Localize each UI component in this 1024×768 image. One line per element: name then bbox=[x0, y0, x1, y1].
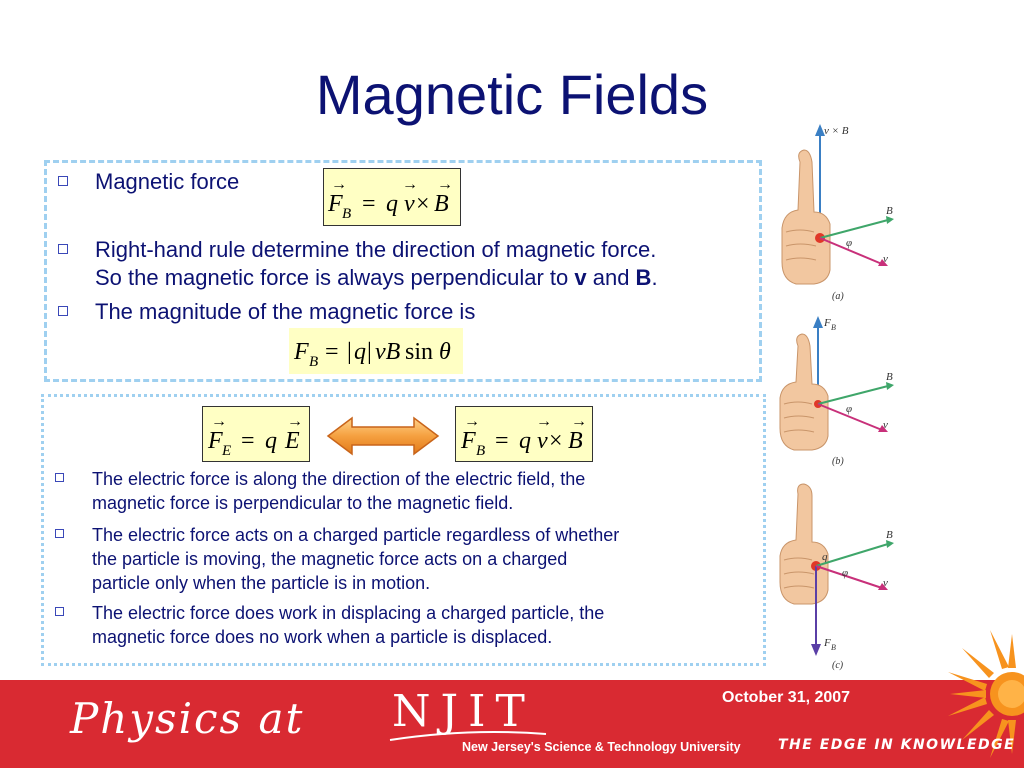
fb-arrowhead bbox=[813, 316, 823, 328]
eq-symbol-f: F bbox=[461, 428, 476, 454]
eq-abs-bar-left: | bbox=[347, 339, 352, 365]
label-f-sub: B bbox=[831, 323, 836, 332]
vector-arrow-v: → bbox=[536, 413, 552, 430]
njit-subtitle: New Jersey's Science & Technology University bbox=[462, 740, 741, 754]
eq-symbol-e: E bbox=[285, 428, 300, 454]
label-v: v bbox=[883, 577, 888, 589]
right-hand-figure-c bbox=[770, 480, 900, 674]
slide-date: October 31, 2007 bbox=[722, 689, 851, 706]
vector-arrow-f: → bbox=[211, 413, 227, 430]
label-b: B bbox=[886, 529, 893, 541]
eq-symbol-vb: vB bbox=[375, 339, 401, 365]
label-f-sub: B bbox=[831, 643, 836, 652]
bullet-right-hand-rule bbox=[95, 236, 760, 292]
label-phi: φ bbox=[846, 403, 853, 415]
bullet-direction-comparison bbox=[92, 467, 762, 515]
fb-down-arrowhead bbox=[811, 644, 821, 656]
eq-symbol-q: q bbox=[354, 339, 366, 365]
bullet-square-icon bbox=[55, 529, 64, 538]
double-arrow-icon bbox=[326, 416, 440, 456]
label-q: q bbox=[822, 551, 828, 563]
label-phi: φ bbox=[846, 237, 853, 249]
eq-cross: × bbox=[549, 428, 563, 454]
bullet-magnetic-force: Magnetic force bbox=[95, 169, 240, 194]
hand-shape bbox=[780, 334, 828, 450]
caption-c: (c) bbox=[832, 660, 844, 671]
vector-arrow-b: → bbox=[571, 413, 587, 430]
eq-sin: sin bbox=[405, 339, 434, 365]
symbol-v: v bbox=[574, 265, 587, 290]
slide-title: Magnetic Fields bbox=[315, 63, 709, 126]
caption-a: (a) bbox=[832, 291, 844, 302]
label-b: B bbox=[886, 371, 893, 383]
eq-symbol-f: F bbox=[328, 191, 343, 217]
eq-subscript-e: E bbox=[222, 443, 232, 459]
eq-symbol-q: q bbox=[265, 428, 277, 454]
vector-arrow-f: → bbox=[464, 413, 480, 430]
njit-logo: NJIT bbox=[392, 686, 535, 737]
equation-magnetic-force-magnitude bbox=[289, 328, 463, 374]
symbol-b: B bbox=[635, 265, 652, 290]
hand-shape bbox=[782, 150, 830, 284]
vector-arrow-f: → bbox=[331, 176, 347, 193]
label-phi: φ bbox=[842, 567, 849, 579]
eq-abs-bar-right: | bbox=[367, 339, 372, 365]
eq-subscript-b: B bbox=[476, 443, 486, 459]
motion-line3: particle only when the particle is in motion. bbox=[92, 573, 431, 593]
caption-b: (b) bbox=[832, 456, 844, 467]
eq-symbol-theta: θ bbox=[439, 339, 451, 365]
eq-symbol-q: q bbox=[386, 191, 398, 217]
eq-equals: = bbox=[241, 428, 255, 454]
work-line2: magnetic force does no work when a particle is displaced. bbox=[92, 627, 553, 647]
bullet-square-icon bbox=[55, 473, 64, 482]
tagline: THE EDGE IN KNOWLEDGE bbox=[778, 737, 1016, 753]
direction-line1: The electric force is along the direction of the electric field, the bbox=[92, 469, 586, 489]
bullet-square-icon bbox=[58, 244, 68, 254]
label-f: F bbox=[824, 317, 831, 329]
label-b: B bbox=[886, 205, 893, 217]
label-v: v bbox=[883, 419, 888, 431]
bullet-square-icon bbox=[58, 306, 68, 316]
label-v-cross-b: v × B bbox=[824, 125, 849, 137]
physics-at-logo: Physics at bbox=[70, 694, 305, 743]
vector-arrow-e: → bbox=[287, 413, 303, 430]
eq-equals: = bbox=[325, 339, 339, 365]
right-hand-rule-line2: So the magnetic force is always perpendicular to bbox=[95, 265, 575, 290]
label-f: F bbox=[824, 637, 831, 649]
right-hand-figure-a bbox=[770, 120, 900, 306]
eq-equals: = bbox=[362, 191, 376, 217]
eq-subscript-b: B bbox=[342, 206, 352, 222]
bullet-square-icon bbox=[58, 176, 68, 186]
eq-symbol-v: v bbox=[537, 428, 548, 454]
eq-symbol-b: B bbox=[568, 428, 583, 454]
sentence-end: . bbox=[651, 265, 658, 290]
vector-arrow-v: → bbox=[402, 176, 418, 193]
eq-symbol-q: q bbox=[519, 428, 531, 454]
right-hand-rule-line1: Right-hand rule determine the direction of magnetic force. bbox=[95, 237, 657, 262]
equation-magnetic-force-vector bbox=[323, 168, 461, 226]
eq-subscript-b: B bbox=[309, 354, 319, 370]
eq-symbol-v: v bbox=[404, 191, 415, 217]
direction-line2: magnetic force is perpendicular to the magnetic field. bbox=[92, 493, 514, 513]
label-v: v bbox=[883, 253, 888, 265]
bullet-square-icon bbox=[55, 607, 64, 616]
equation-magnetic-force bbox=[455, 406, 593, 462]
b-vector-line bbox=[818, 386, 888, 404]
eq-symbol-f: F bbox=[294, 339, 309, 365]
eq-symbol-f: F bbox=[208, 428, 223, 454]
eq-equals: = bbox=[495, 428, 509, 454]
equation-electric-force bbox=[202, 406, 310, 462]
bullet-magnitude: The magnitude of the magnetic force is bbox=[95, 299, 476, 324]
bullet-work-comparison bbox=[92, 601, 762, 649]
right-hand-figure-b bbox=[770, 312, 900, 472]
bullet-motion-comparison bbox=[92, 523, 762, 595]
motion-line2: the particle is moving, the magnetic force acts on a charged bbox=[92, 549, 568, 569]
eq-symbol-b: B bbox=[434, 191, 449, 217]
motion-line1: The electric force acts on a charged particle regardless of whether bbox=[92, 525, 620, 545]
work-line1: The electric force does work in displacing a charged particle, the bbox=[92, 603, 605, 623]
word-and: and bbox=[586, 265, 636, 290]
vector-arrow-b: → bbox=[437, 176, 453, 193]
eq-cross: × bbox=[416, 191, 430, 217]
